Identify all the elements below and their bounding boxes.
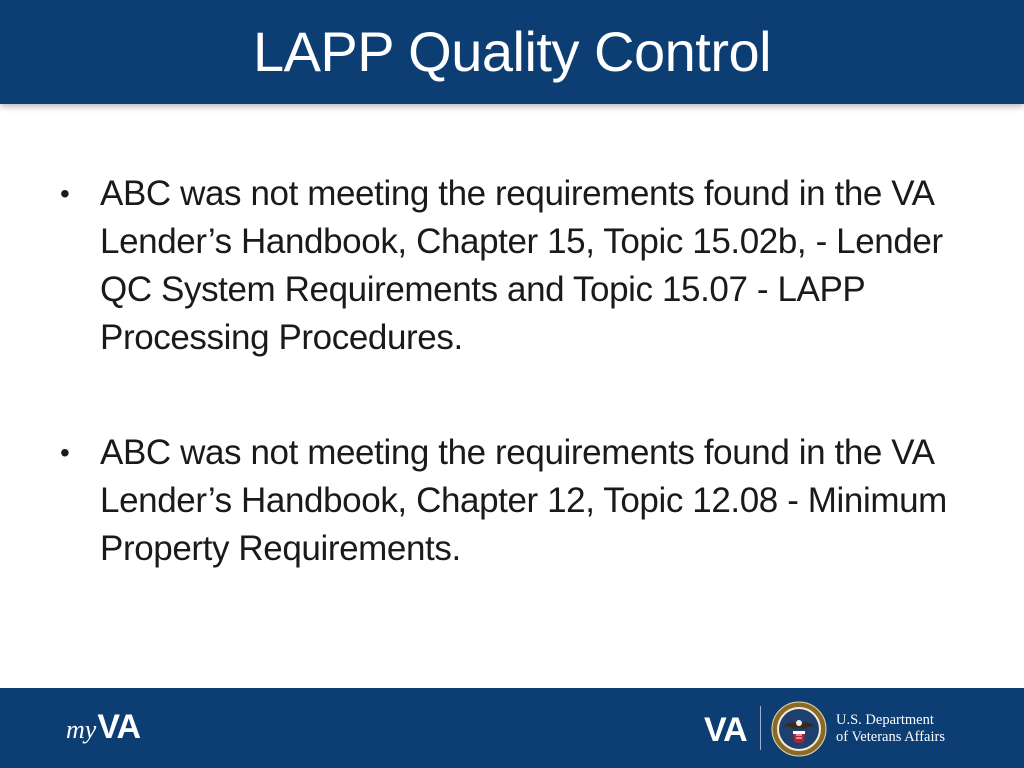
bullet-item bbox=[56, 429, 976, 573]
bullet-icon: • bbox=[60, 178, 70, 209]
myva-logo-my: my bbox=[66, 715, 97, 744]
slide-title: LAPP Quality Control bbox=[252, 20, 772, 83]
dept-name bbox=[836, 712, 945, 746]
logo-divider bbox=[760, 706, 761, 750]
va-wordmark: VA bbox=[704, 711, 747, 749]
dept-name-line2: of Veterans Affairs bbox=[836, 729, 945, 745]
bullet-icon: • bbox=[60, 437, 70, 468]
bullet-text: ABC was not meeting the requirements found in the VA Lender’s Handbook, Chapter 15, Topic 15.02b, - Lender QC System Requirements and Topic 15.07 - LAPP Processing Procedures. bbox=[100, 174, 943, 357]
title-bar bbox=[0, 0, 1024, 104]
myva-logo-va: VA bbox=[97, 708, 141, 746]
bullet-text: ABC was not meeting the requirements found in the VA Lender’s Handbook, Chapter 12, Topic 12.08 - Minimum Property Requirements. bbox=[100, 433, 947, 568]
bullet-item bbox=[56, 170, 976, 362]
slide-body bbox=[56, 170, 976, 573]
myva-logo bbox=[66, 708, 140, 752]
va-seal-icon bbox=[771, 701, 827, 757]
dept-name-line1: U.S. Department bbox=[836, 712, 934, 728]
